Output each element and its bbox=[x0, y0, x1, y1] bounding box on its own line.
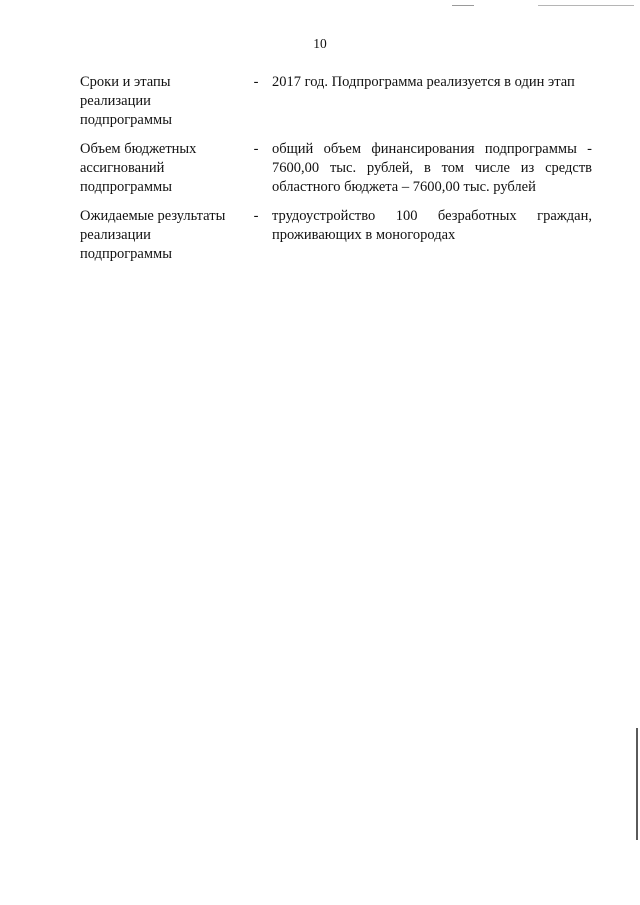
label-line: подпрограммы bbox=[80, 179, 172, 195]
page-number: 10 bbox=[313, 36, 327, 51]
subprogram-passport-table bbox=[80, 73, 592, 274]
label-line: Сроки и этапы bbox=[80, 74, 171, 90]
row-dash: - bbox=[253, 74, 259, 90]
label-line: подпрограммы bbox=[80, 246, 172, 262]
row-label bbox=[80, 140, 240, 197]
value-line: проживающих в моногородах bbox=[272, 227, 456, 243]
row-label bbox=[80, 73, 240, 130]
value-line: 2017 год. Подпрограмма реализуется в один этап bbox=[272, 74, 575, 90]
scan-artifact-line bbox=[452, 5, 474, 6]
row-value bbox=[272, 207, 592, 245]
passport-row-results bbox=[80, 207, 592, 264]
scan-edge-mark bbox=[636, 728, 638, 840]
value-line: областного бюджета – 7600,00 тыс. рублей bbox=[272, 179, 536, 195]
label-line: реализации bbox=[80, 93, 151, 109]
row-value bbox=[272, 140, 592, 197]
label-line: Ожидаемые результаты bbox=[80, 208, 226, 224]
value-line: трудоустройство 100 безработных граждан, bbox=[272, 208, 592, 224]
value-line: общий объем финансирования подпрограммы - bbox=[272, 141, 592, 157]
label-line: ассигнований bbox=[80, 160, 165, 176]
row-dash: - bbox=[253, 141, 259, 157]
label-line: Объем бюджетных bbox=[80, 141, 197, 157]
passport-row-terms bbox=[80, 73, 592, 130]
passport-row-budget bbox=[80, 140, 592, 197]
label-line: подпрограммы bbox=[80, 112, 172, 128]
row-value bbox=[272, 73, 592, 92]
scan-artifact-line bbox=[538, 5, 634, 6]
row-label bbox=[80, 207, 240, 264]
value-line: 7600,00 тыс. рублей, в том числе из средств bbox=[272, 160, 592, 176]
label-line: реализации bbox=[80, 227, 151, 243]
row-dash: - bbox=[253, 208, 259, 224]
